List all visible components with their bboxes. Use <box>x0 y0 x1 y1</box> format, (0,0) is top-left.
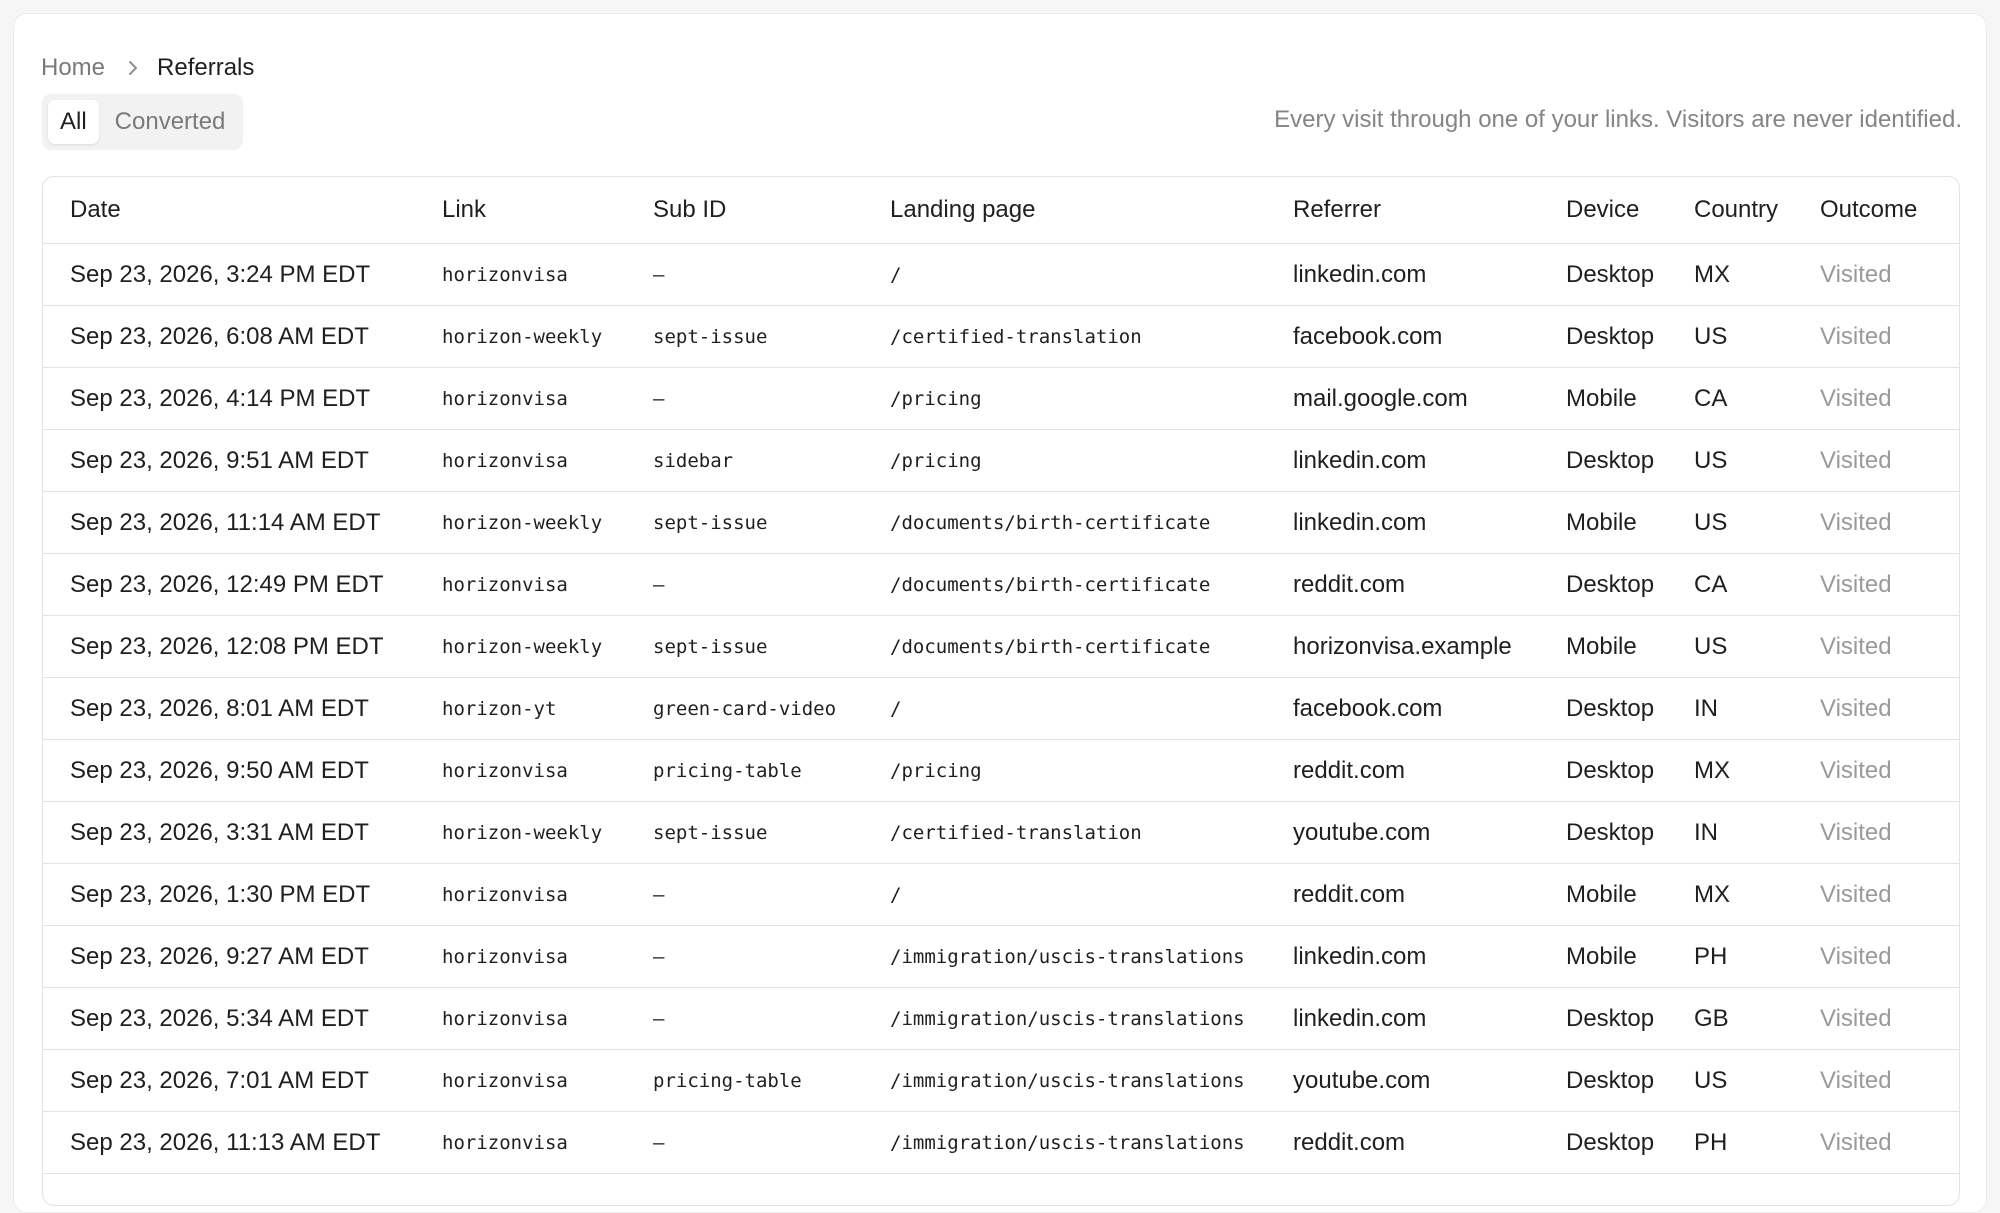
link-cell: horizonvisa <box>415 1050 626 1112</box>
link-cell: horizonvisa <box>415 554 626 616</box>
referrer-cell: linkedin.com <box>1266 430 1539 492</box>
table-row[interactable] <box>43 1050 1960 1112</box>
link-cell: horizonvisa <box>415 740 626 802</box>
outcome-cell: Visited <box>1793 740 1960 802</box>
date-cell: Sep 23, 2026, 9:51 AM EDT <box>43 430 415 492</box>
referrer-cell: facebook.com <box>1266 678 1539 740</box>
referrer-cell: linkedin.com <box>1266 926 1539 988</box>
device-cell: Desktop <box>1539 554 1667 616</box>
link-cell: horizon-weekly <box>415 802 626 864</box>
referrer-cell: youtube.com <box>1266 1050 1539 1112</box>
link-cell: horizon-yt <box>415 678 626 740</box>
link-cell: horizon-weekly <box>415 616 626 678</box>
date-cell: Sep 23, 2026, 3:31 AM EDT <box>43 802 415 864</box>
table-row[interactable] <box>43 926 1960 988</box>
date-cell: Sep 23, 2026, 1:30 PM EDT <box>43 864 415 926</box>
chevron-right-icon <box>127 59 139 77</box>
date-cell: Sep 23, 2026, 11:13 AM EDT <box>43 1112 415 1174</box>
outcome-cell: Visited <box>1793 492 1960 554</box>
sub-id-cell: – <box>626 1112 863 1174</box>
landing-page-cell: /documents/birth-certificate <box>863 616 1266 678</box>
outcome-cell: Visited <box>1793 926 1960 988</box>
column-header-outcome[interactable]: Outcome <box>1793 177 1960 244</box>
device-cell: Desktop <box>1539 1050 1667 1112</box>
sub-id-cell: – <box>626 554 863 616</box>
landing-page-cell: /documents/birth-certificate <box>863 554 1266 616</box>
referrer-cell: linkedin.com <box>1266 244 1539 306</box>
sub-id-cell: – <box>626 988 863 1050</box>
landing-page-cell: / <box>863 864 1266 926</box>
table-row[interactable] <box>43 616 1960 678</box>
landing-page-cell: /immigration/uscis-translations <box>863 1050 1266 1112</box>
landing-page-cell: /pricing <box>863 430 1266 492</box>
sub-id-cell: sidebar <box>626 430 863 492</box>
date-cell: Sep 23, 2026, 3:24 PM EDT <box>43 244 415 306</box>
sub-id-cell: – <box>626 864 863 926</box>
country-cell: CA <box>1667 368 1793 430</box>
sub-id-cell: sept-issue <box>626 306 863 368</box>
link-cell: horizonvisa <box>415 864 626 926</box>
column-header-link[interactable]: Link <box>415 177 626 244</box>
country-cell: CA <box>1667 554 1793 616</box>
column-header-device[interactable]: Device <box>1539 177 1667 244</box>
outcome-cell: Visited <box>1793 864 1960 926</box>
landing-page-cell: / <box>863 678 1266 740</box>
link-cell: horizonvisa <box>415 988 626 1050</box>
country-cell: GB <box>1667 988 1793 1050</box>
breadcrumb <box>41 38 254 98</box>
country-cell: PH <box>1667 1112 1793 1174</box>
country-cell: US <box>1667 492 1793 554</box>
referrer-cell: facebook.com <box>1266 306 1539 368</box>
country-cell: IN <box>1667 678 1793 740</box>
outcome-cell: Visited <box>1793 616 1960 678</box>
table-row[interactable] <box>43 306 1960 368</box>
table-row[interactable] <box>43 740 1960 802</box>
referrer-cell: horizonvisa.example <box>1266 616 1539 678</box>
link-cell: horizonvisa <box>415 430 626 492</box>
outcome-cell: Visited <box>1793 554 1960 616</box>
table-row[interactable] <box>43 1112 1960 1174</box>
link-cell: horizonvisa <box>415 1112 626 1174</box>
outcome-cell: Visited <box>1793 368 1960 430</box>
date-cell: Sep 23, 2026, 4:14 PM EDT <box>43 368 415 430</box>
link-cell: horizon-weekly <box>415 492 626 554</box>
outcome-cell: Visited <box>1793 430 1960 492</box>
table-row[interactable] <box>43 554 1960 616</box>
link-cell: horizon-weekly <box>415 306 626 368</box>
date-cell: Sep 23, 2026, 6:08 AM EDT <box>43 306 415 368</box>
date-cell: Sep 23, 2026, 9:50 AM EDT <box>43 740 415 802</box>
date-cell: Sep 23, 2026, 12:08 PM EDT <box>43 616 415 678</box>
link-cell: horizonvisa <box>415 244 626 306</box>
referrer-cell: reddit.com <box>1266 864 1539 926</box>
country-cell: IN <box>1667 802 1793 864</box>
country-cell: MX <box>1667 740 1793 802</box>
sub-id-cell: – <box>626 368 863 430</box>
landing-page-cell: /pricing <box>863 368 1266 430</box>
referrals-table-container <box>42 176 1960 1206</box>
outcome-cell: Visited <box>1793 1050 1960 1112</box>
referrer-cell: reddit.com <box>1266 554 1539 616</box>
device-cell: Mobile <box>1539 926 1667 988</box>
date-cell: Sep 23, 2026, 9:27 AM EDT <box>43 926 415 988</box>
date-cell: Sep 23, 2026, 7:01 AM EDT <box>43 1050 415 1112</box>
country-cell: US <box>1667 430 1793 492</box>
table-row[interactable] <box>43 864 1960 926</box>
link-cell: horizonvisa <box>415 926 626 988</box>
device-cell: Desktop <box>1539 740 1667 802</box>
table-header-row <box>43 177 1960 244</box>
outcome-cell: Visited <box>1793 678 1960 740</box>
device-cell: Desktop <box>1539 1112 1667 1174</box>
landing-page-cell: /documents/birth-certificate <box>863 492 1266 554</box>
referrer-cell: reddit.com <box>1266 740 1539 802</box>
country-cell: US <box>1667 306 1793 368</box>
device-cell: Mobile <box>1539 616 1667 678</box>
table-row[interactable] <box>43 678 1960 740</box>
table-row[interactable] <box>43 368 1960 430</box>
landing-page-cell: /immigration/uscis-translations <box>863 1112 1266 1174</box>
landing-page-cell: /immigration/uscis-translations <box>863 988 1266 1050</box>
outcome-cell: Visited <box>1793 802 1960 864</box>
country-cell: MX <box>1667 244 1793 306</box>
country-cell: US <box>1667 1050 1793 1112</box>
device-cell: Mobile <box>1539 864 1667 926</box>
filter-tabs <box>42 94 243 150</box>
sub-id-cell: – <box>626 244 863 306</box>
date-cell: Sep 23, 2026, 5:34 AM EDT <box>43 988 415 1050</box>
sub-id-cell: pricing-table <box>626 1050 863 1112</box>
device-cell: Mobile <box>1539 368 1667 430</box>
country-cell: MX <box>1667 864 1793 926</box>
page-description: Every visit through one of your links. Visitors are never identified. <box>1274 106 1962 133</box>
content-card <box>13 13 1987 1213</box>
column-header-date[interactable]: Date <box>43 177 415 244</box>
table-row[interactable] <box>43 988 1960 1050</box>
country-cell: PH <box>1667 926 1793 988</box>
column-header-sub-id[interactable]: Sub ID <box>626 177 863 244</box>
sub-id-cell: green-card-video <box>626 678 863 740</box>
table-row[interactable] <box>43 802 1960 864</box>
device-cell: Desktop <box>1539 678 1667 740</box>
landing-page-cell: / <box>863 244 1266 306</box>
table-row[interactable] <box>43 430 1960 492</box>
tab-all[interactable]: All <box>48 100 99 144</box>
referrer-cell: linkedin.com <box>1266 492 1539 554</box>
referrer-cell: linkedin.com <box>1266 988 1539 1050</box>
outcome-cell: Visited <box>1793 988 1960 1050</box>
referrals-table <box>43 177 1960 1174</box>
breadcrumb-current: Referrals <box>157 54 255 81</box>
breadcrumb-home-link[interactable]: Home <box>41 54 106 81</box>
device-cell: Desktop <box>1539 306 1667 368</box>
date-cell: Sep 23, 2026, 11:14 AM EDT <box>43 492 415 554</box>
device-cell: Desktop <box>1539 430 1667 492</box>
country-cell: US <box>1667 616 1793 678</box>
table-body <box>43 244 1960 1174</box>
sub-id-cell: pricing-table <box>626 740 863 802</box>
table-row[interactable] <box>43 244 1960 306</box>
sub-id-cell: sept-issue <box>626 492 863 554</box>
referrer-cell: reddit.com <box>1266 1112 1539 1174</box>
column-header-country[interactable]: Country <box>1667 177 1793 244</box>
outcome-cell: Visited <box>1793 244 1960 306</box>
outcome-cell: Visited <box>1793 306 1960 368</box>
sub-id-cell: sept-issue <box>626 616 863 678</box>
landing-page-cell: /immigration/uscis-translations <box>863 926 1266 988</box>
table-row[interactable] <box>43 492 1960 554</box>
landing-page-cell: /pricing <box>863 740 1266 802</box>
date-cell: Sep 23, 2026, 8:01 AM EDT <box>43 678 415 740</box>
device-cell: Desktop <box>1539 244 1667 306</box>
device-cell: Desktop <box>1539 802 1667 864</box>
column-header-landing-page[interactable]: Landing page <box>863 177 1266 244</box>
sub-id-cell: – <box>626 926 863 988</box>
landing-page-cell: /certified-translation <box>863 802 1266 864</box>
landing-page-cell: /certified-translation <box>863 306 1266 368</box>
sub-id-cell: sept-issue <box>626 802 863 864</box>
device-cell: Desktop <box>1539 988 1667 1050</box>
tab-converted[interactable]: Converted <box>114 108 226 135</box>
date-cell: Sep 23, 2026, 12:49 PM EDT <box>43 554 415 616</box>
column-header-referrer[interactable]: Referrer <box>1266 177 1539 244</box>
outcome-cell: Visited <box>1793 1112 1960 1174</box>
referrer-cell: youtube.com <box>1266 802 1539 864</box>
referrer-cell: mail.google.com <box>1266 368 1539 430</box>
device-cell: Mobile <box>1539 492 1667 554</box>
link-cell: horizonvisa <box>415 368 626 430</box>
